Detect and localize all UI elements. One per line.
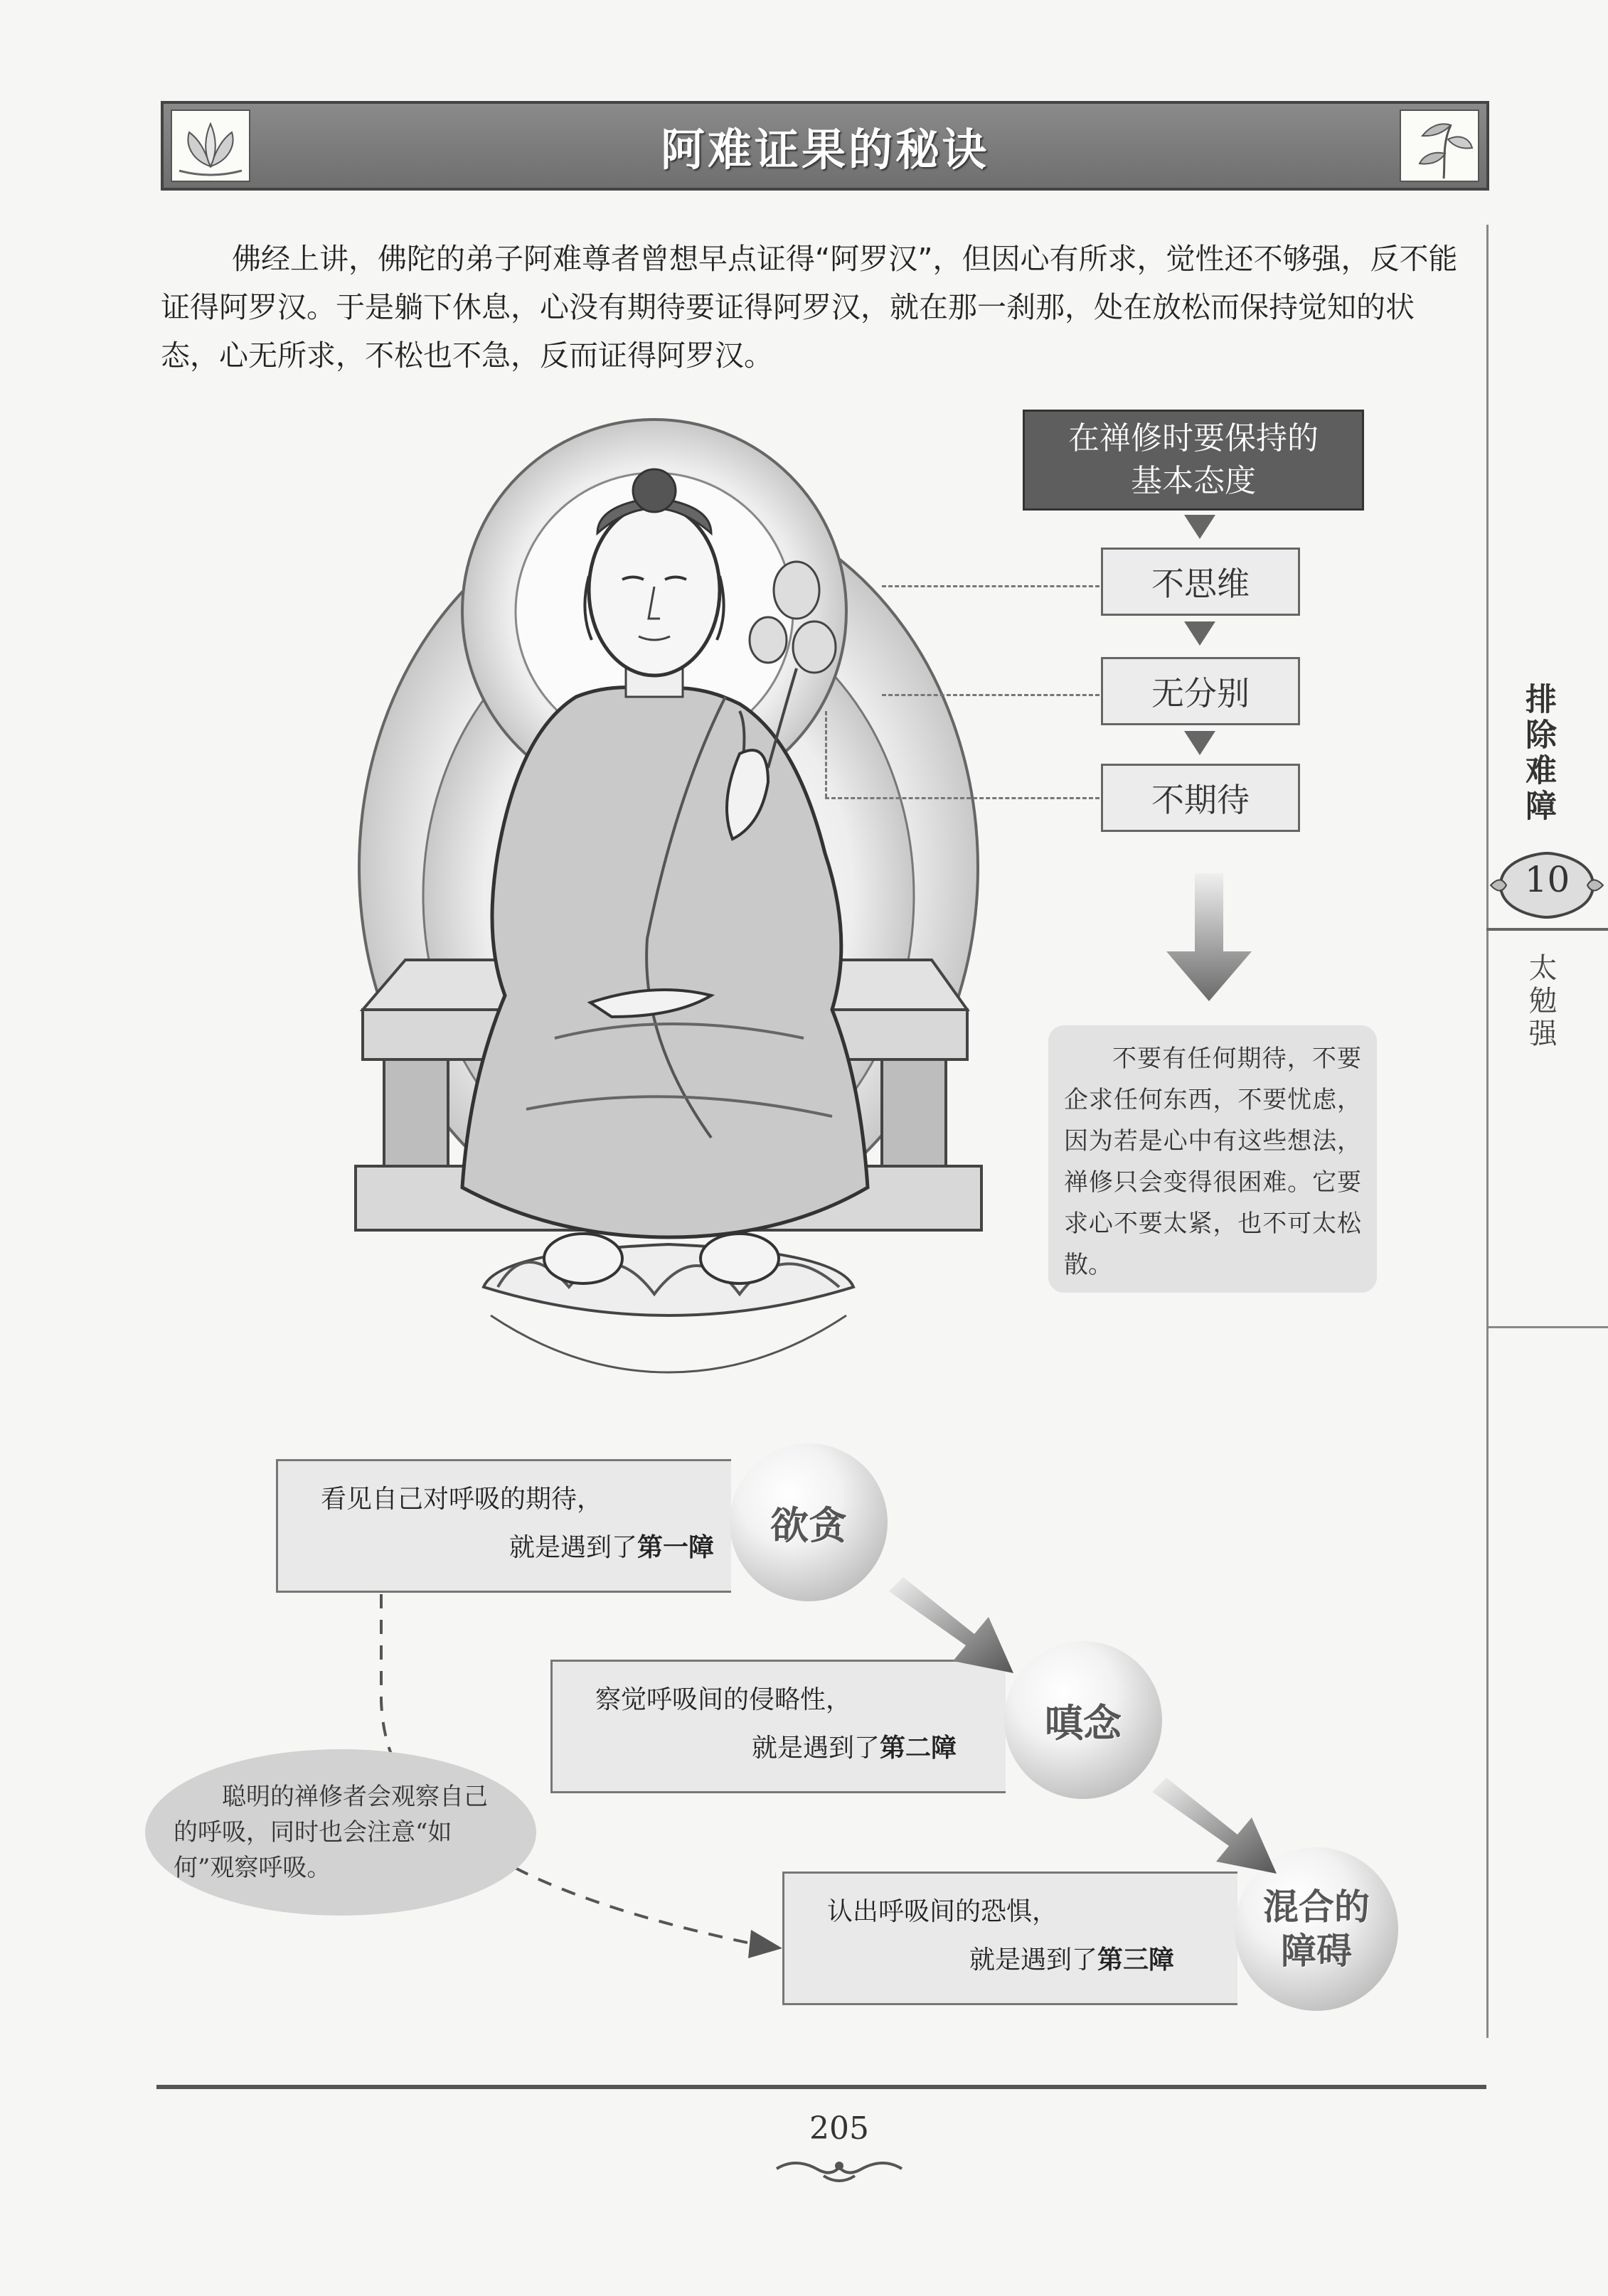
obstacle-3-label: 第三障 [1097,1945,1175,1975]
connector-line [882,694,1099,696]
orb-anger: 嗔念 [1004,1641,1162,1799]
orb-mixed-line2: 障碍 [1281,1930,1352,1972]
footer-rule [156,2085,1486,2089]
attitude-item-no-thinking: 不思维 [1101,548,1300,616]
intro-paragraph: 佛经上讲，佛陀的弟子阿难尊者曾想早点证得“阿罗汉”，但因心有所求，觉性还不够强，反不能证得阿罗汉。于是躺下休息，心没有期待要证得阿罗汉，就在那一刹那，处在放松而保持觉知的状态，心无所求，不松也不急，反而证得阿罗汉。 [161,242,1458,373]
diagonal-arrow-icon [882,1577,1017,1677]
wise-note-text: 聪明的禅修者会观察自己的呼吸，同时也会注意“如何”观察呼吸。 [174,1783,488,1882]
obstacle-3-line1: 认出呼吸间的恐惧， [827,1897,1058,1926]
orb-mixed-line1: 混合的 [1263,1886,1370,1928]
wise-note-bubble [145,1749,536,1916]
lotus-icon [171,110,250,182]
big-down-arrow-icon [1166,873,1252,1001]
down-arrow-icon [1184,515,1215,539]
plant-icon [1400,110,1479,182]
orb-desire: 欲贪 [730,1443,888,1601]
obstacle-box-3 [782,1871,1237,2005]
connector-line [825,711,827,798]
obstacle-1-line2 [321,1524,731,1572]
obstacle-box-1 [276,1459,731,1593]
attitude-title-line1: 在禅修时要保持的 [1068,420,1319,456]
page-number: 205 [809,2110,869,2147]
obstacle-2-prefix: 就是遇到了 [752,1734,880,1763]
obstacle-1-prefix: 就是遇到了 [509,1533,638,1562]
obstacle-3-line2 [827,1936,1237,1985]
chapter-number-badge [1486,846,1608,924]
connector-line [882,585,1099,587]
connector-line [825,797,1099,799]
down-arrow-icon [1184,621,1215,646]
page-title: 阿难证果的秘诀 [660,123,989,176]
obstacle-3-prefix: 就是遇到了 [969,1945,1098,1975]
side-tab-subsection: 太勉强 [1524,953,1557,1051]
side-tab-chapter: 排除难障 [1520,683,1556,825]
obstacle-1-line1: 看见自己对呼吸的期待， [321,1485,603,1514]
ornament-icon [774,2154,905,2187]
attitude-title-line2: 基本态度 [1131,463,1256,499]
diagonal-arrow-icon [1145,1778,1280,1877]
margin-rule [1486,225,1489,2038]
chapter-header [161,101,1489,191]
buddha-illustration [341,398,996,1401]
attitude-item-no-discrimination: 无分别 [1101,657,1300,725]
chapter-number: 10 [1524,859,1570,900]
obstacle-2-line1: 察觉呼吸间的侵略性， [595,1685,852,1714]
down-arrow-icon [1184,731,1215,755]
attitude-note: 不要有任何期待，不要企求任何东西，不要忧虑，因为若是心中有这些想法，禅修只会变得很困难。它要求心不要太紧，也不可太松散。 [1048,1025,1377,1293]
side-tab-divider [1486,928,1608,931]
attitude-title-box [1023,410,1364,511]
obstacle-2-label: 第二障 [880,1734,957,1763]
obstacle-1-label: 第一障 [637,1533,715,1562]
side-tab-bottom-rule [1486,1326,1608,1328]
attitude-item-no-expectation: 不期待 [1101,764,1300,832]
